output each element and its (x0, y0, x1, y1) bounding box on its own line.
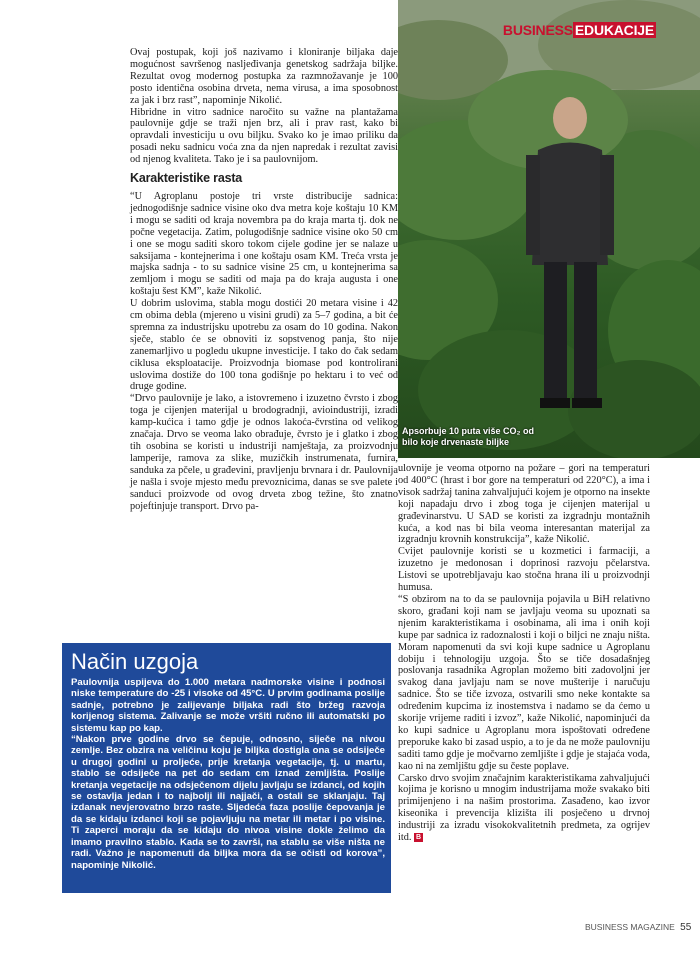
man-in-paulownia-field-image (398, 0, 700, 458)
subheading: Karakteristike rasta (130, 171, 243, 186)
paragraph: Ovaj postupak, koji još nazivamo i kloniranje biljaka daje mogućnost savršenog nasljeđivanja genetskog sadržaja biljke. Rezultat ovog modernog postupka za razmnožavanje je 100 posto identična osobina drveta, nema virusa, a ima sposobnost za jak i brz rast”, napominje Nikolić. (130, 47, 398, 106)
end-of-article-mark: B (416, 834, 422, 842)
page-footer (585, 922, 691, 933)
box-paragraph: Paulovnija uspijeva do 1.000 metara nadmorske visine i podnosi niske temperature do -25 i visoke od 45°C. U prvim godinama poslije sadnje, potrebno je zalijevanje biljaka radi što bržeg razvoja korijenog sistema. Zalivanje se može vršiti ručno ili automatski po sistemu kap po kap. (71, 677, 385, 734)
brand-business: BUSINESS (502, 22, 573, 38)
sidebar-box (62, 643, 391, 893)
article-column-right (398, 463, 650, 844)
article-column-left (130, 47, 398, 512)
paragraph: ulovnije je veoma otporno na požare – gori na temperaturi od 400°C (hrast i bor gore na temperaturi od 220°C), a ima i visok sadržaj tanina zahvaljujući kojem je otporno na insekte koji napadaju drvo i zbog toga je cijenjen materijal u građevinarstvu. U SAD se koristi za izgradnju montažnih kuća, a kod nas bi bila veoma interesantan materijal za izgradnju krovnih konstrukcija”, kaže Nikolić. (398, 463, 650, 546)
page-number: 55 (680, 922, 692, 933)
magazine-name-suffix: MAGAZINE (630, 922, 675, 932)
paulownia-photo (398, 0, 700, 458)
paragraph: Hibridne in vitro sadnice naročito su važne na plantažama paulovnije gdje se traži njen brz, ali i prav rast, kako bi opravdali investiciju u ovu biljku. Svako ko je imao priliku da posadi neku sadnicu voća zna da njen napredak i rezultat zavisi od njenog kvaliteta. Tako je i sa paulovnijom. (130, 106, 398, 166)
section-name: EDUKACIJE (574, 22, 654, 38)
paragraph: “Drvo paulovnije je lako, a istovremeno i izuzetno čvrsto i zbog toga je cijenjen materijal u brodogradnji, avioindustriji, izradi kamp-kućica i tamo gdje je odnos lakoća-čvrstina od velikog značaja. Drvo se veoma lako obrađuje, čvrsto je i glatko i zbog tih osobina se koristi u industriji namještaja, za proizvodnju lamperije, ramova za slike, muzičkih instrumenata, furnira, sanduka za pčele, u građevini, pravljenju brvnara i dr. Paulovnija je našla i svoje mjesto među prevoznicima, danas se sve palete i sanduci proizvode od ovog drveta zbog težine, što znatno pojeftinjuje transport. Drvo pa- (130, 393, 398, 512)
paragraph: Cvijet paulovnije koristi se u kozmetici i farmaciji, a izuzetno je medonosan i doprinosi razvoju pčelarstva. Listovi se upotrebljavaju kao stočna hrana ili u proizvodnji humusa. (398, 546, 650, 594)
magazine-name: BUSINESS (585, 922, 628, 932)
paragraph: “U Agroplanu postoje tri vrste distribucije sadnica: jednogodišnje sadnice visine oko dva metra koje koštaju 10 KM i mogu se saditi od kraja novembra pa do kraja marta tj. dok ne počne vegetacija. Zatim, polugodišnje sadnice visine oko 50 cm i one se mogu saditi skoro tokom cijele godine jer se nalaze u saksijama - kontejnerima i one koštaju osam KM. Treća vrsta je majska sadnja - to su sadnice visine 25 cm, u kontejnerima sa zemljom i mogu se saditi od maja pa do kraja augusta i one koštaju šest KM”, kaže Nikolić. (130, 190, 398, 298)
paragraph: “S obzirom na to da se paulovnija pojavila u BiH relativno skoro, građani koji nam se javljaju veoma su upoznati sa njenim karakteristikama i osobinama, ali ima i onih koji kupe par sadnica iz radoznalosti i koji o biljci ne znaju ništa. Moram napomenuti da svi koji kupe sadnice u Agroplanu dobiju i tehnologiju uzgoja. Što se tiče dosadašnjeg poslovanja rasadnika Agroplan možemo biti zadovoljni jer svakog dana javljaju nam se nove mušterije i naručuju sadnice. Što se tiče izvoza, ostvarili smo neke kontakte sa određenim kupcima iz inostemstva i nadamo se da ćemo u skorije vrijeme raditi i izvoz”, kaže Nikolić, napominjući da ko kupi sadnice u Agroplanu mora ispoštovati određene preporuke kako bi zasad uspio, a to je da ne može paulovniju saditi tamo gdje je močvarno zemljište i gdje je stajaća voda, kao ni na zemljištu gdje su česte poplave. (398, 593, 650, 772)
section-header (503, 22, 656, 38)
paragraph: U dobrim uslovima, stabla mogu dostići 20 metara visine i 42 cm obima debla (mjereno u visini grudi) za 5–7 godina, a bit će spremna za industrijsku upotrebu za osam do 10 godina. Nakon sječe, stablo će se obnoviti iz sopstvenog panja, što nije zanemarljivo u pogledu ukupne investicije. I tako do čak sedam ciklusa eksploatacije. Proizvodnja biomase pod kontrolirani uslovima dostiže do 100 tona godišnje po hektaru i to već od druge godine. (130, 298, 398, 393)
box-title: Način uzgoja (71, 649, 199, 674)
paragraph (398, 773, 650, 844)
box-paragraph: “Nakon prve godine drvo se čepuje, odnosno, siječe na nivou zemlje. Bez obzira na veličinu koju je biljka dostigla ona se odsiječe u drugoj godini u proljeće, prije kretanja vegetacije, tj. u martu, stablo se odsiječe na pet do sedam cm iznad zemljišta. Poslije kretanja vegetacije na odsječenom dijelu javljaju se izdanci, od kojih se ostavlja jedan i to najbolji ili najjači, a ostali se sklanjaju. Taj izdanak nevjerovatno brzo raste. Sljedeća faza poslije čepovanja je da se kidaju izdanci koji se pojavljuju na metar ili metar i po visine. Ti zaperci moraju da se kidaju do nivoa visine dokle želimo da imamo pravilno stablo. Kada se to završi, na stablu se više ništa ne radi. Važno je napomenuti da biljka mora da se očisti od korova”, napominje Nikolić. (71, 734, 385, 871)
photo-caption: Apsorbuje 10 puta više CO₂ od bilo koje drvenaste biljke (402, 426, 535, 447)
paragraph-text: Carsko drvo svojim značajnim karakteristikama zahvaljujući kojima je korisno u mnogim industrijama može svakako biti primijenjeno i na našim prostorima. Zasađeno, kao izvor kiseonika i prevencija klizišta ili posječeno u drvnoj industriji za izradu visokokvalitetnih predmeta, za ogrijev itd. (398, 772, 650, 844)
box-text (71, 677, 385, 871)
